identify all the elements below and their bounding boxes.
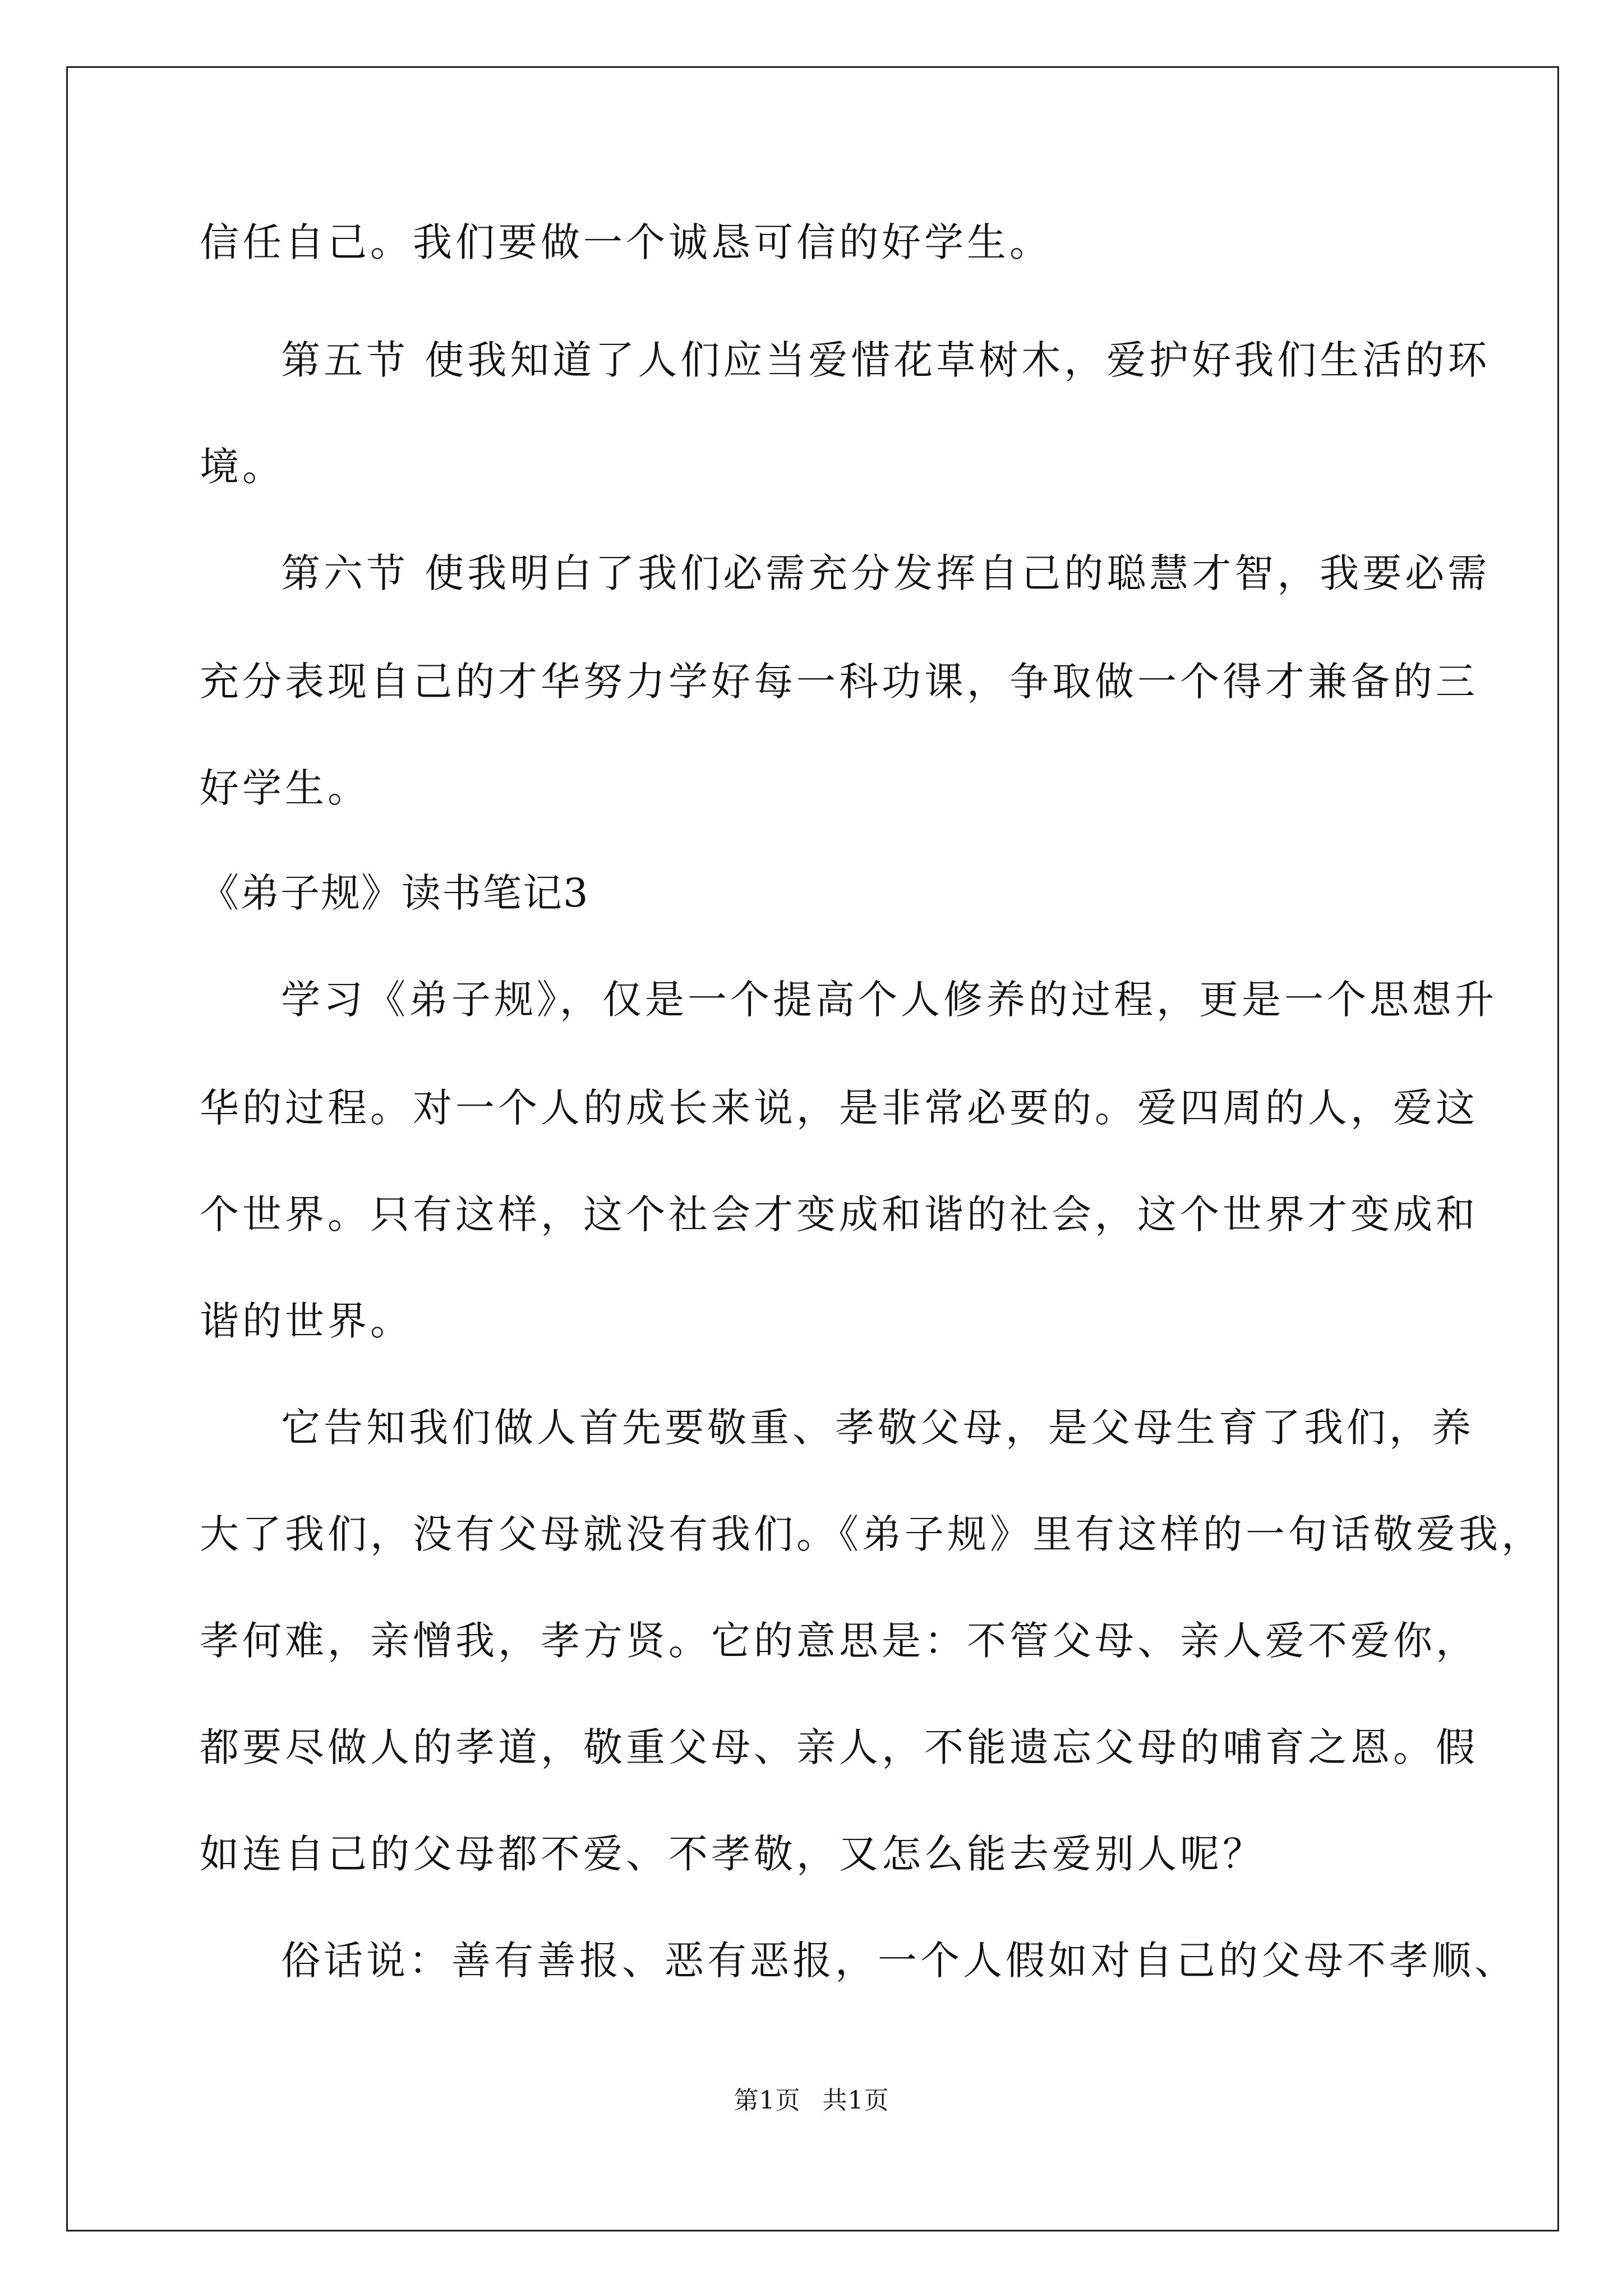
page-total: 共1页 bbox=[822, 2086, 889, 2115]
text-line: 充分表现自己的才华努力学好每一科功课，争取做一个得才兼备的三 bbox=[200, 659, 1478, 705]
page-border bbox=[66, 66, 1559, 2231]
text-line: 大了我们，没有父母就没有我们。《弟子规》里有这样的一句话敬爱我， bbox=[200, 1511, 1544, 1557]
text-line: 孝何难，亲憎我，孝方贤。它的意思是：不管父母、亲人爱不爱你， bbox=[200, 1618, 1478, 1664]
text-line: 如连自己的父母都不爱、不孝敬，又怎么能去爱别人呢？ bbox=[200, 1831, 1265, 1877]
text-line: 都要尽做人的孝道，敬重父母、亲人，不能遗忘父母的哺育之恩。假 bbox=[200, 1724, 1478, 1770]
section-heading: 《弟子规》读书笔记3 bbox=[200, 870, 589, 916]
text-line: 学习《弟子规》，仅是一个提高个人修养的过程，更是一个思想升 bbox=[281, 977, 1497, 1023]
text-line: 好学生。 bbox=[200, 765, 370, 811]
page-footer bbox=[0, 2084, 1623, 2118]
text-line: 华的过程。对一个人的成长来说，是非常必要的。爱四周的人，爱这 bbox=[200, 1085, 1478, 1131]
text-line: 个世界。只有这样，这个社会才变成和谐的社会，这个世界才变成和 bbox=[200, 1191, 1478, 1237]
text-line: 境。 bbox=[200, 444, 285, 490]
text-line: 第五节 使我知道了人们应当爱惜花草树木，爱护好我们生活的环 bbox=[281, 337, 1491, 383]
text-line: 俗话说：善有善报、恶有恶报，一个人假如对自己的父母不孝顺、 bbox=[281, 1938, 1517, 1984]
text-line: 信任自己。我们要做一个诚恳可信的好学生。 bbox=[200, 219, 1052, 265]
page-number: 第1页 bbox=[734, 2086, 801, 2115]
text-line: 第六节 使我明白了我们必需充分发挥自己的聪慧才智，我要必需 bbox=[281, 550, 1491, 596]
text-line: 它告知我们做人首先要敬重、孝敬父母，是父母生育了我们，养 bbox=[281, 1405, 1474, 1451]
text-line: 谐的世界。 bbox=[200, 1298, 413, 1344]
